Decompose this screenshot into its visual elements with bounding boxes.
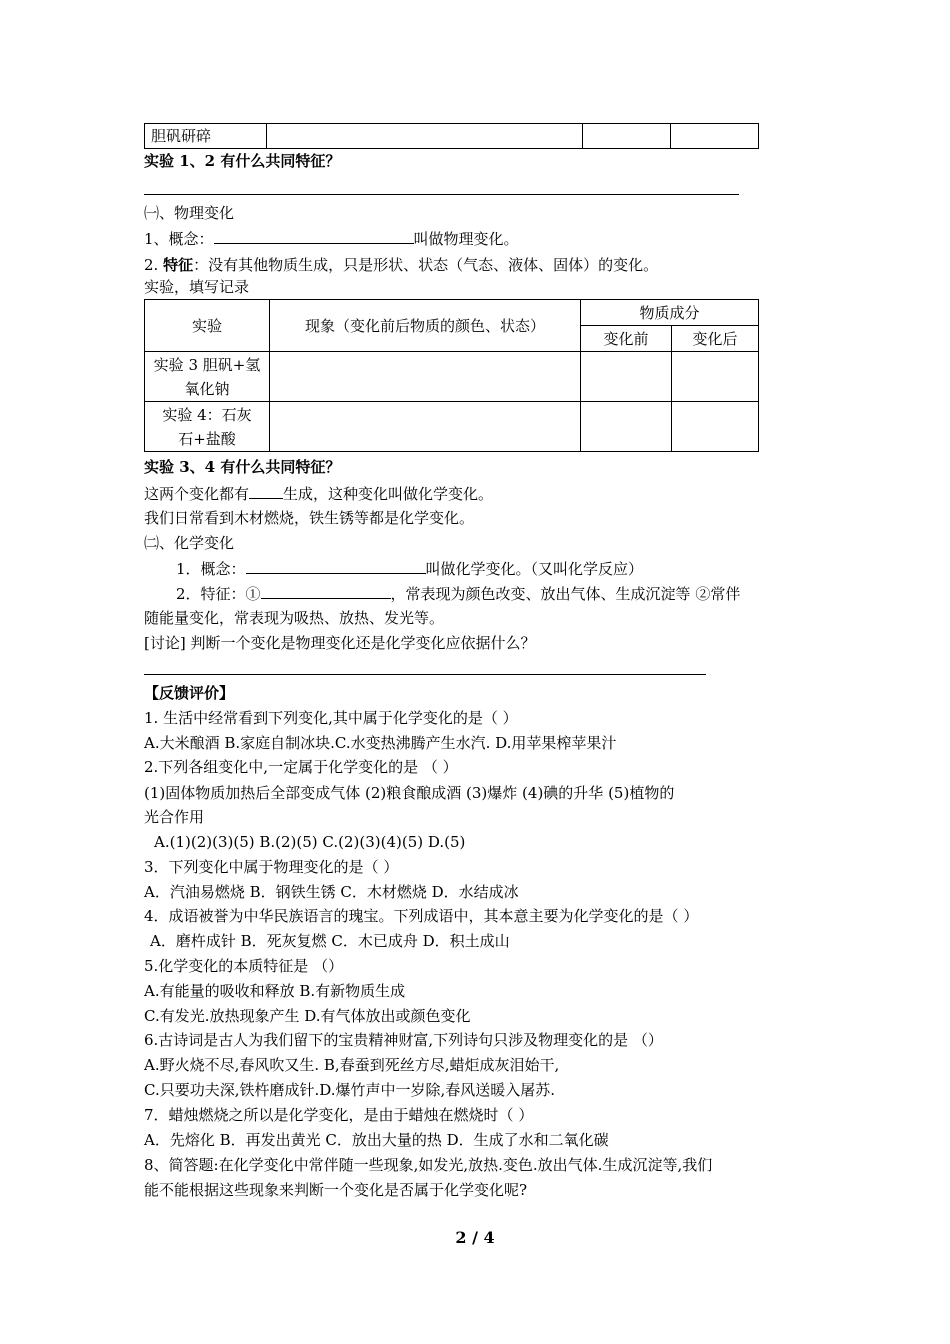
experiment-record-table <box>144 299 759 452</box>
header-phenomenon: 现象（变化前后物质的颜色、状态） <box>270 300 581 352</box>
question-line: A.野火烧不尽,春风吹又生. B,春蚕到死丝方尽,蜡炬成灰泪始干, <box>144 1056 560 1074</box>
question-line: 4．成语被誉为中华民族语言的瑰宝。下列成语中，其本意主要为化学变化的是（ ） <box>144 907 699 925</box>
fill-blank[interactable] <box>214 228 414 244</box>
physical-change-heading: ㈠、物理变化 <box>144 204 235 222</box>
question-line: C.有发光.放热现象产生 D.有气体放出或颜色变化 <box>144 1007 471 1025</box>
chemical-concept: 1．概念： 叫做化学变化。（又叫化学反应） <box>176 560 644 578</box>
table-cell-empty <box>583 124 671 149</box>
both-changes-text: 这两个变化都有 生成，这种变化叫做化学变化。 <box>144 485 494 503</box>
table-cell-empty <box>266 124 583 149</box>
question-experiments-3-4: 实验 3、4 有什么共同特征？ <box>144 458 341 476</box>
feedback-title: 【反馈评价】 <box>144 684 235 702</box>
table-cell-label: 胆矾研碎 <box>145 124 267 149</box>
answer-line <box>144 194 739 195</box>
header-composition: 物质成分 <box>581 300 759 326</box>
discussion-question: [讨论] 判断一个变化是物理变化还是化学变化应依据什么？ <box>144 634 536 652</box>
chemical-feature-continued: 随能量变化，常表现为吸热、放热、发光等。 <box>144 609 445 627</box>
table-cell-empty <box>671 124 759 149</box>
fill-blank[interactable] <box>249 483 283 499</box>
question-line: 6.古诗词是古人为我们留下的宝贵精神财富,下列诗句只涉及物理变化的是 （） <box>144 1031 663 1049</box>
row-experiment-3: 实验 3 胆矾+氢 氧化钠 <box>145 352 270 402</box>
question-line: A．汽油易燃烧 B．钢铁生锈 C．木材燃烧 D．水结成冰 <box>144 883 519 901</box>
record-instruction: 实验，填写记录 <box>144 278 250 296</box>
header-experiment: 实验 <box>145 300 270 352</box>
experiment-table-fragment <box>144 123 759 149</box>
question-line: A．先熔化 B．再发出黄光 C．放出大量的热 D．生成了水和二氧化碳 <box>144 1131 609 1149</box>
header-after: 变化后 <box>672 326 759 352</box>
question-line: A.(1)(2)(3)(5) B.(2)(5) C.(2)(3)(4)(5) D.(5) <box>154 833 466 851</box>
table-cell-empty <box>672 402 759 452</box>
question-line: C.只要功夫深,铁杵磨成针.D.爆竹声中一岁除,春风送暖入屠苏. <box>144 1081 556 1099</box>
question-experiments-1-2: 实验 1、2 有什么共同特征？ <box>144 152 341 170</box>
question-line: A.大米酿酒 B.家庭自制冰块.C.水变热沸腾产生水汽. D.用苹果榨苹果汁 <box>144 734 617 752</box>
physical-feature: 2. 特征：没有其他物质生成，只是形状、状态（气态、液体、固体）的变化。 <box>144 256 659 274</box>
chemical-change-heading: ㈡、化学变化 <box>144 534 235 552</box>
question-line: 2.下列各组变化中,一定属于化学变化的是 （ ） <box>144 758 458 776</box>
fill-blank[interactable] <box>261 583 391 599</box>
fill-blank[interactable] <box>246 558 426 574</box>
chemical-feature: 2．特征：① ，常表现为颜色改变、放出气体、生成沉淀等 ②常伴 <box>176 585 741 603</box>
answer-line <box>144 674 706 675</box>
question-line: 8、简答题:在化学变化中常伴随一些现象,如发光,放热.变色.放出气体.生成沉淀等,我们 <box>144 1156 713 1174</box>
daily-examples: 我们日常看到木材燃烧，铁生锈等都是化学变化。 <box>144 509 475 527</box>
question-line: 7．蜡烛燃烧之所以是化学变化，是由于蜡烛在燃烧时（ ） <box>144 1106 534 1124</box>
page-number: 2 / 4 <box>455 1228 495 1247</box>
question-line: 1. 生活中经常看到下列变化,其中属于化学变化的是（ ） <box>144 709 518 727</box>
table-cell-empty <box>581 402 672 452</box>
table-cell-empty <box>672 352 759 402</box>
table-cell-empty <box>270 402 581 452</box>
question-line: (1)固体物质加热后全部变成气体 (2)粮食酿成酒 (3)爆炸 (4)碘的升华 (5)植物的 <box>144 784 675 802</box>
question-line: 光合作用 <box>144 808 205 826</box>
question-line: 3．下列变化中属于物理变化的是（ ） <box>144 858 399 876</box>
question-line: 能不能根据这些现象来判断一个变化是否属于化学变化呢? <box>144 1181 528 1199</box>
question-line: 5.化学变化的本质特征是 （） <box>144 957 344 975</box>
table-cell-empty <box>270 352 581 402</box>
physical-concept: 1、概念： 叫做物理变化。 <box>144 230 519 248</box>
table-cell-empty <box>581 352 672 402</box>
header-before: 变化前 <box>581 326 672 352</box>
row-experiment-4: 实验 4：石灰 石+盐酸 <box>145 402 270 452</box>
question-line: A．磨杵成针 B．死灰复燃 C．木已成舟 D．积土成山 <box>150 932 510 950</box>
question-line: A.有能量的吸收和释放 B.有新物质生成 <box>144 982 406 1000</box>
